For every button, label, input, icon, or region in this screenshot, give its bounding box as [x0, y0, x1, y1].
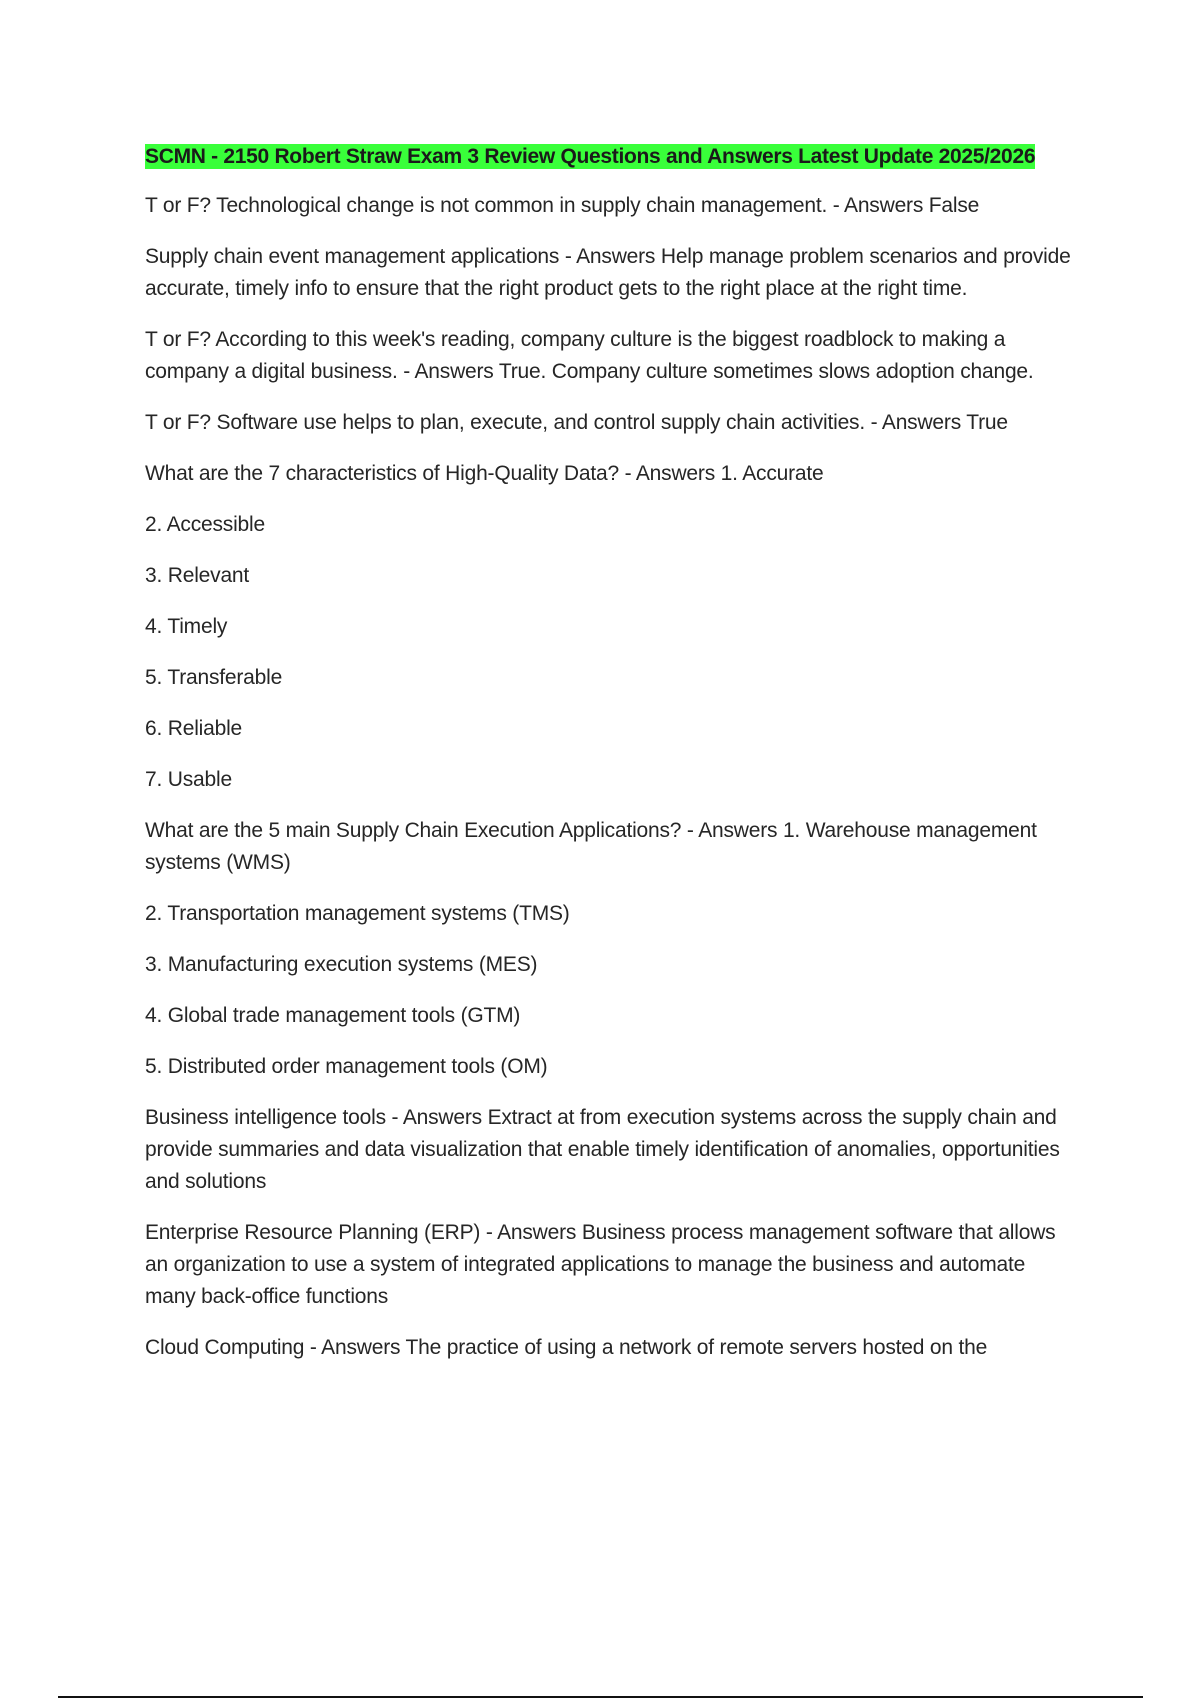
list-item: 4. Timely [145, 615, 228, 638]
qa-paragraph: Supply chain event management applications - Answers Help manage problem scenarios and provide accurate, timely info to ensure that the right product gets to the right place at the right time. [145, 245, 1071, 300]
document-title: SCMN - 2150 Robert Straw Exam 3 Review Questions and Answers Latest Update 2025/2026 [145, 145, 1036, 168]
qa-paragraph: What are the 5 main Supply Chain Execution Applications? - Answers 1. Warehouse management systems (WMS) [145, 819, 1037, 874]
list-item: 7. Usable [145, 768, 232, 791]
list-item: 2. Accessible [145, 513, 265, 536]
title-block [145, 142, 1080, 174]
qa-paragraph: T or F? Technological change is not common in supply chain management. - Answers False [145, 194, 980, 217]
qa-paragraph: Cloud Computing - Answers The practice of using a network of remote servers hosted on the [145, 1336, 988, 1359]
document-body [145, 142, 1080, 1383]
list-item: 5. Transferable [145, 666, 283, 689]
list-item: 3. Relevant [145, 564, 250, 587]
list-item: 3. Manufacturing execution systems (MES) [145, 953, 538, 976]
page-bottom-divider [58, 1696, 1143, 1698]
qa-paragraph: What are the 7 characteristics of High-Quality Data? - Answers 1. Accurate [145, 462, 824, 485]
qa-paragraph: T or F? Software use helps to plan, execute, and control supply chain activities. - Answers True [145, 411, 1008, 434]
list-item: 2. Transportation management systems (TMS) [145, 902, 570, 925]
qa-paragraph: Business intelligence tools - Answers Extract at from execution systems across the supply chain and provide summaries and data visualization that enable timely identification of anomalies, opportunities and solutions [145, 1106, 1060, 1193]
qa-paragraph: T or F? According to this week's reading, company culture is the biggest roadblock to making a company a digital business. - Answers True. Company culture sometimes slows adoption change. [145, 328, 1034, 383]
list-item: 4. Global trade management tools (GTM) [145, 1004, 521, 1027]
list-item: 6. Reliable [145, 717, 243, 740]
list-item: 5. Distributed order management tools (OM) [145, 1055, 548, 1078]
qa-paragraph: Enterprise Resource Planning (ERP) - Answers Business process management software that allows an organization to use a system of integrated applications to manage the business and automate many back-office functions [145, 1221, 1056, 1308]
